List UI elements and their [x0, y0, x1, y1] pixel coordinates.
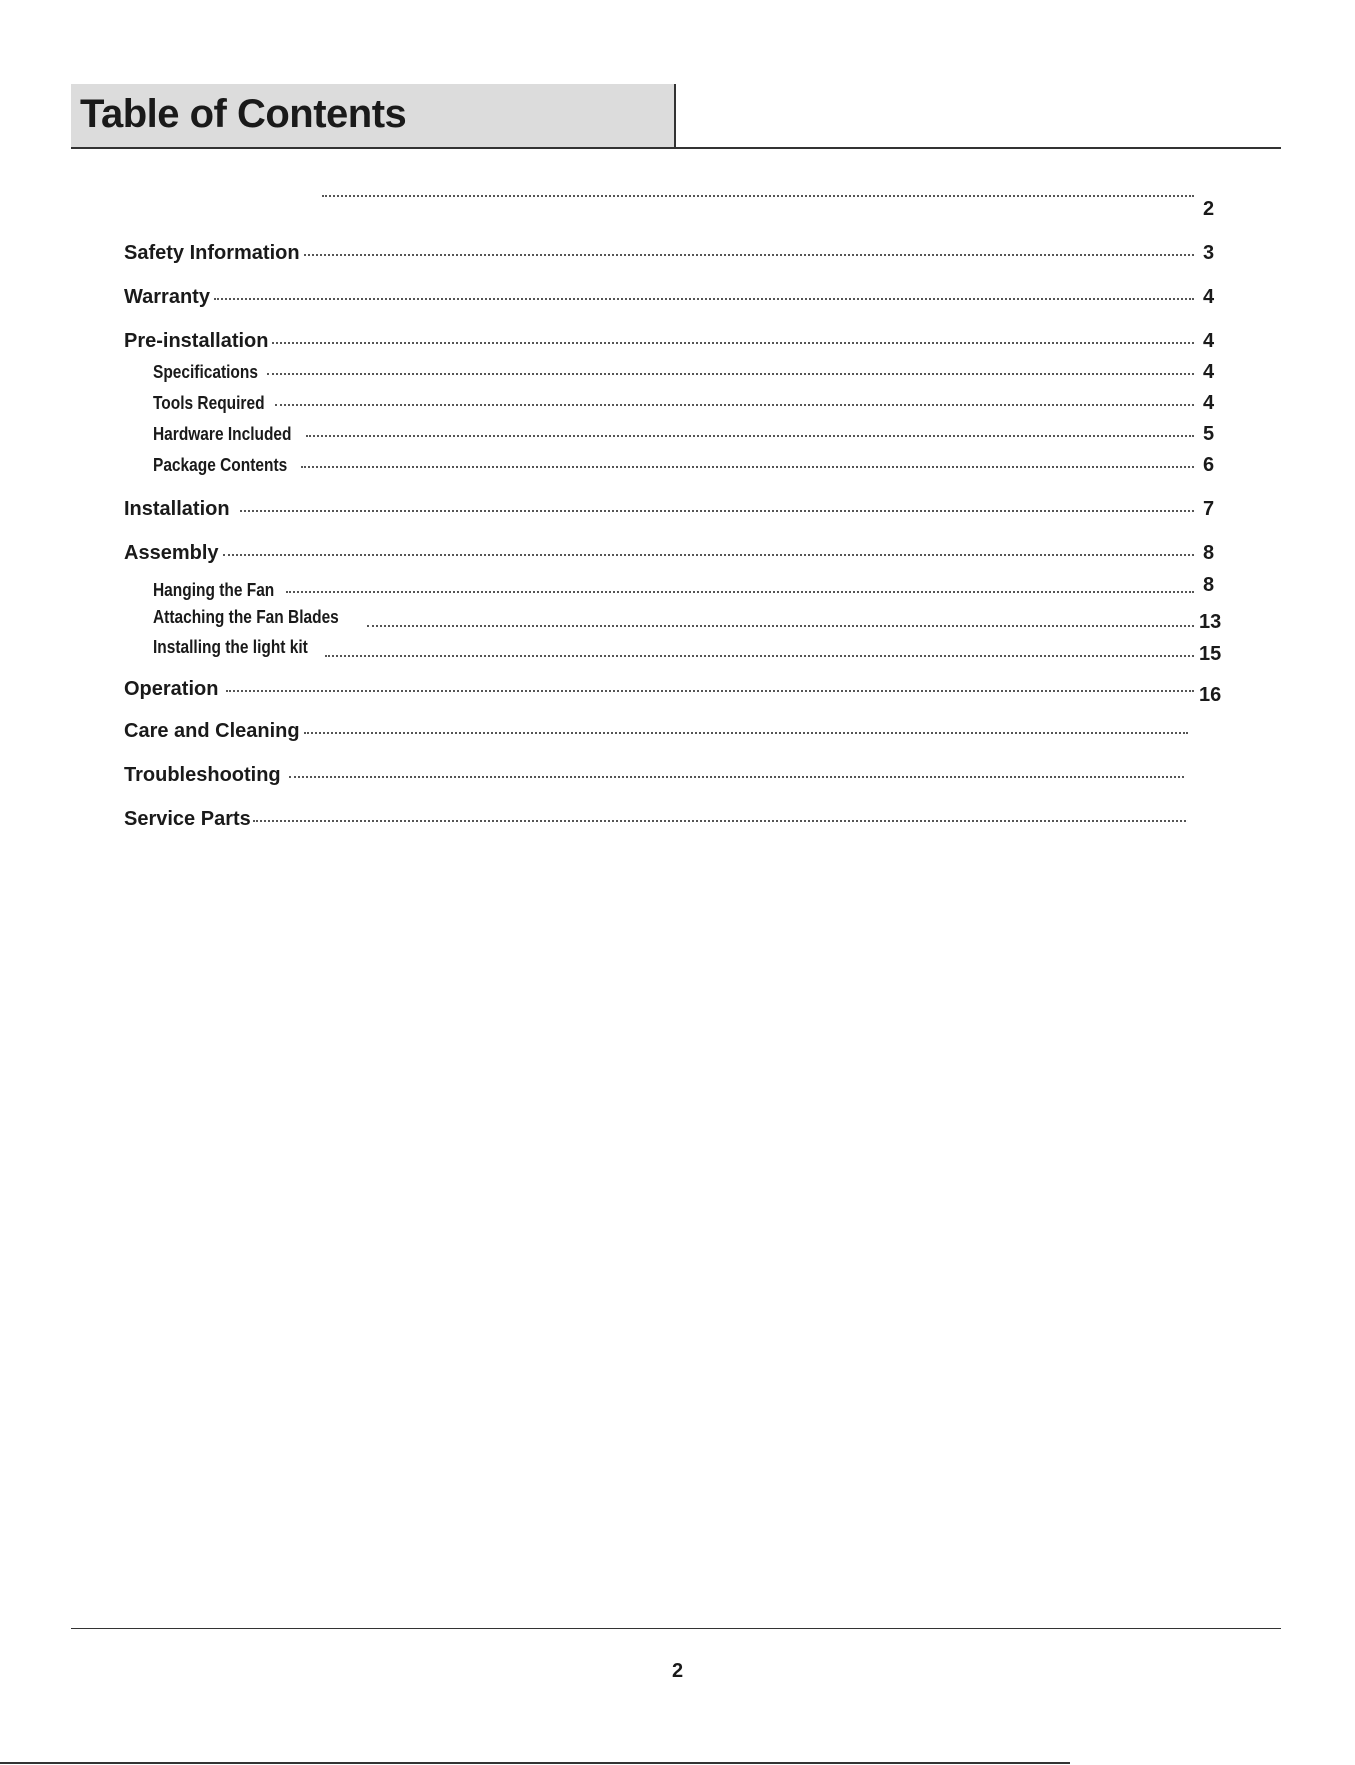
- toc-entry-service-parts[interactable]: [124, 808, 1186, 831]
- dot-leader: [226, 690, 1194, 692]
- toc-subentry-package-contents[interactable]: [153, 455, 1194, 476]
- toc-subentry-hanging-the-fan[interactable]: [153, 580, 1194, 601]
- toc-entry-page: 7: [1203, 498, 1215, 520]
- dot-leader: [214, 298, 1194, 300]
- toc-entry-assembly[interactable]: [124, 542, 1194, 565]
- dot-leader: [367, 625, 1194, 627]
- dot-leader: [289, 776, 1184, 778]
- toc-entry-label: Hanging the Fan: [153, 580, 275, 600]
- toc-entry-operation[interactable]: [124, 678, 1194, 701]
- bottom-rule: [0, 1762, 1070, 1764]
- toc-entry-blank[interactable]: [318, 198, 1194, 200]
- dot-leader: [304, 254, 1194, 256]
- dot-leader: [275, 404, 1194, 406]
- toc-subentry-tools-required[interactable]: [153, 393, 1194, 414]
- dot-leader: [322, 195, 1194, 197]
- dot-leader: [253, 820, 1186, 822]
- toc-entry-label: Hardware Included: [153, 424, 292, 444]
- dot-leader: [286, 591, 1194, 593]
- toc-entry-pre-installation[interactable]: [124, 330, 1194, 353]
- dot-leader: [301, 466, 1194, 468]
- dot-leader: [272, 342, 1194, 344]
- toc-entry-label: Assembly: [124, 542, 219, 564]
- dot-leader: [240, 510, 1194, 512]
- toc-entry-care-and-cleaning[interactable]: [124, 720, 1188, 743]
- toc-entry-label: Operation: [124, 678, 219, 700]
- toc-entry-label: Installation: [124, 498, 230, 520]
- toc-entry-page: 2: [1203, 198, 1215, 220]
- dot-leader: [267, 373, 1194, 375]
- toc-subentry-attaching-the-fan-blades[interactable]: [153, 607, 1194, 628]
- toc-entry-page: 15: [1199, 643, 1222, 665]
- toc-entry-page: 16: [1199, 684, 1222, 706]
- dot-leader: [306, 435, 1194, 437]
- footer-rule: [71, 1628, 1281, 1629]
- toc-entry-page: 3: [1203, 242, 1215, 264]
- toc-subentry-installing-the-light-kit[interactable]: [153, 637, 1194, 658]
- toc-subentry-specifications[interactable]: [153, 362, 1194, 383]
- toc-entry-label: Service Parts: [124, 808, 251, 830]
- toc-entry-page: 5: [1203, 423, 1215, 445]
- toc-entry-label: Package Contents: [153, 455, 288, 475]
- toc-entry-label: Warranty: [124, 286, 210, 308]
- toc-entry-page: 8: [1203, 574, 1215, 596]
- toc-entry-label: Troubleshooting: [124, 764, 281, 786]
- toc-entry-installation[interactable]: [124, 498, 1194, 521]
- toc-entry-page: 4: [1203, 286, 1215, 308]
- toc-entry-label: Safety Information: [124, 242, 300, 264]
- footer-page-number: 2: [671, 1660, 684, 1682]
- toc-entry-warranty[interactable]: [124, 286, 1194, 309]
- toc-entry-safety-information[interactable]: [124, 242, 1194, 265]
- toc-entry-page: 6: [1203, 454, 1215, 476]
- toc-entry-page: 8: [1203, 542, 1215, 564]
- toc-entry-label: Pre-installation: [124, 330, 269, 352]
- toc-entry-label: Installing the light kit: [153, 637, 308, 657]
- toc-entry-page: 4: [1203, 361, 1215, 383]
- toc-entry-page: 4: [1203, 330, 1215, 352]
- toc-entry-label: Specifications: [153, 362, 258, 382]
- toc-subentry-hardware-included[interactable]: [153, 424, 1194, 445]
- dot-leader: [325, 655, 1194, 657]
- dot-leader: [304, 732, 1188, 734]
- toc-entry-troubleshooting[interactable]: [124, 764, 1184, 787]
- dot-leader: [223, 554, 1195, 556]
- toc-entry-label: Attaching the Fan Blades: [153, 607, 339, 627]
- toc-entry-page: 13: [1199, 611, 1222, 633]
- toc-entry-label: Tools Required: [153, 393, 265, 413]
- toc-entry-label: Care and Cleaning: [124, 720, 300, 742]
- toc-entry-page: 4: [1203, 392, 1215, 414]
- page-title: Table of Contents: [80, 92, 407, 136]
